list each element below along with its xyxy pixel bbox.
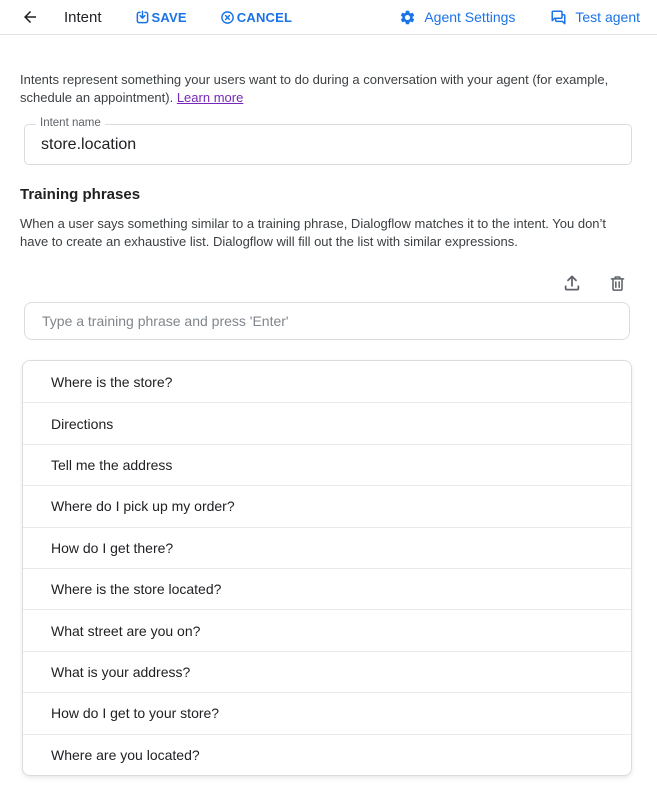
delete-button[interactable]: [607, 273, 627, 293]
intent-name-field: [24, 117, 632, 165]
cancel-circle-x-icon: [220, 10, 235, 25]
training-phrase-row[interactable]: [23, 609, 631, 650]
training-phrase-row[interactable]: [23, 651, 631, 692]
upload-icon: [562, 273, 582, 293]
training-phrase-row[interactable]: [23, 444, 631, 485]
agent-settings-button[interactable]: [399, 9, 515, 26]
save-button[interactable]: [135, 10, 187, 25]
training-phrase-input[interactable]: [25, 313, 629, 329]
training-phrase-text: What is your address?: [51, 663, 191, 680]
training-phrase-row[interactable]: [23, 734, 631, 775]
training-phrase-text: Where is the store?: [51, 373, 173, 390]
save-button-label: SAVE: [151, 9, 187, 25]
training-phrase-text: Where is the store located?: [51, 581, 222, 598]
training-phrase-row[interactable]: [23, 692, 631, 733]
training-phrase-row[interactable]: [23, 527, 631, 568]
intent-description-text: Intents represent something your users want to do during a conversation with your agent (for example, schedule an appointment).: [20, 72, 609, 105]
learn-more-link[interactable]: Learn more: [176, 90, 244, 105]
top-bar: [0, 0, 657, 35]
intent-description: [20, 71, 626, 107]
test-agent-label: Test agent: [575, 9, 640, 25]
training-phrase-row[interactable]: [23, 402, 631, 443]
training-phrase-text: How do I get there?: [51, 539, 174, 556]
back-arrow-icon: [21, 8, 39, 26]
training-phrase-list: [22, 360, 632, 776]
training-phrase-text: Where do I pick up my order?: [51, 498, 235, 515]
training-phrase-text: How do I get to your store?: [51, 705, 220, 722]
upload-button[interactable]: [562, 273, 582, 293]
page-title: Intent: [64, 8, 102, 26]
training-phrase-text: Where are you located?: [51, 746, 200, 763]
intent-name-label: Intent name: [36, 117, 105, 129]
save-icon: [135, 10, 150, 25]
cancel-button-label: CANCEL: [236, 9, 293, 25]
training-phrase-row[interactable]: [23, 361, 631, 402]
gear-icon: [399, 9, 416, 26]
training-phrase-row[interactable]: [23, 568, 631, 609]
training-phrase-row[interactable]: [23, 485, 631, 526]
agent-settings-label: Agent Settings: [424, 9, 516, 25]
training-phrases-description: When a user says something similar to a training phrase, Dialogflow matches it to the intent. You don’t have to create an exhaustive list. Dialogflow will fill out the list with similar expressions.: [20, 216, 607, 249]
training-phrase-input-wrap: [24, 302, 630, 340]
trash-icon: [608, 274, 627, 293]
training-phrase-text: What street are you on?: [51, 622, 201, 639]
cancel-button[interactable]: [220, 10, 292, 25]
back-button[interactable]: [20, 7, 40, 27]
intent-name-input[interactable]: [25, 136, 631, 154]
training-phrases-heading: Training phrases: [20, 186, 141, 203]
test-agent-button[interactable]: [550, 9, 640, 26]
training-phrases-actions: [0, 273, 627, 293]
chat-forum-icon: [550, 9, 567, 26]
training-phrase-text: Tell me the address: [51, 456, 173, 473]
training-phrase-text: Directions: [51, 415, 114, 432]
